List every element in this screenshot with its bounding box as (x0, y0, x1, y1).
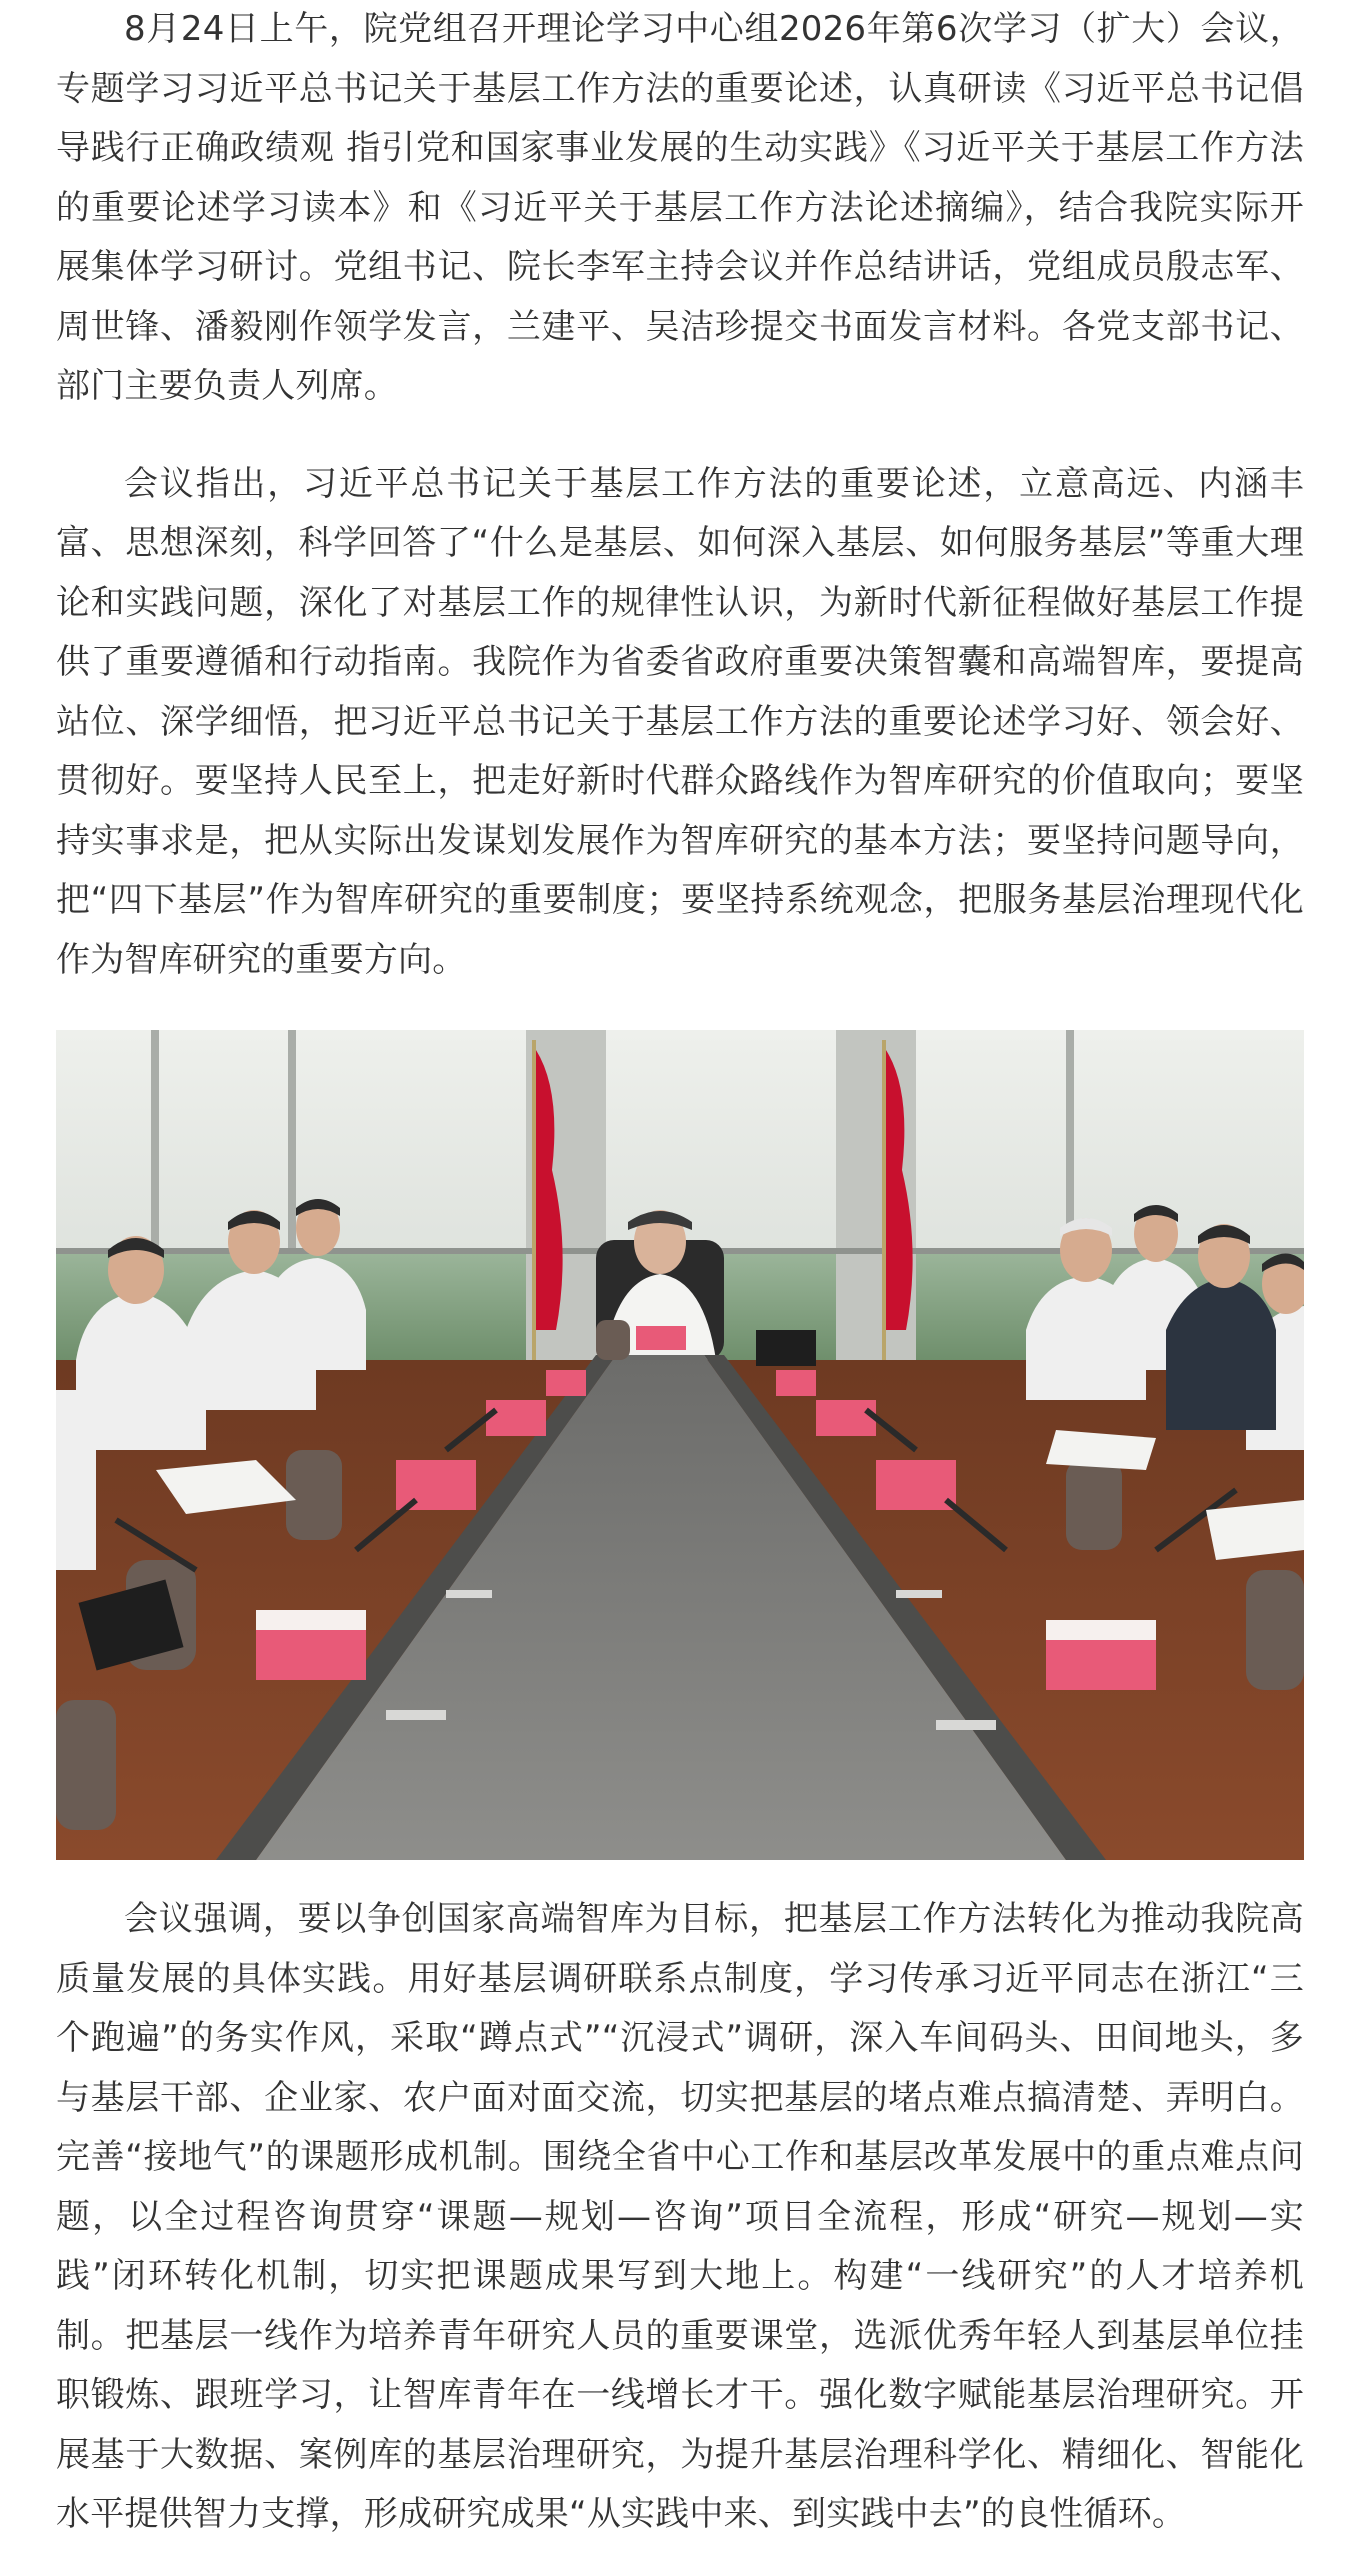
paragraph-3: 会议强调，要以争创国家高端智库为目标，把基层工作方法转化为推动我院高质量发展的具体实践。用好基层调研联系点制度，学习传承习近平同志在浙江“三个跑遍”的务实作风，采取“蹲点式”“沉浸式”调研，深入车间码头、田间地头，多与基层干部、企业家、农户面对面交流，切实把基层的堵点难点搞清楚、弄明白。完善“接地气”的课题形成机制。围绕全省中心工作和基层改革发展中的重点难点问题，以全过程咨询贯穿“课题—规划—咨询”项目全流程，形成“研究—规划—实践”闭环转化机制，切实把课题成果写到大地上。构建“一线研究”的人才培养机制。把基层一线作为培养青年研究人员的重要课堂，选派优秀年轻人到基层单位挂职锻炼、跟班学习，让智库青年在一线增长才干。强化数字赋能基层治理研究。开展基于大数据、案例库的基层治理研究，为提升基层治理科学化、精细化、智能化水平提供智力支撑，形成研究成果“从实践中来、到实践中去”的良性循环。 (56, 1899, 1304, 2534)
paragraph-2: 会议指出，习近平总书记关于基层工作方法的重要论述，立意高远、内涵丰富、思想深刻，科学回答了“什么是基层、如何深入基层、如何服务基层”等重大理论和实践问题，深化了对基层工作的规律性认识，为新时代新征程做好基层工作提供了重要遵循和行动指南。我院作为省委省政府重要决策智囊和高端智库，要提高站位、深学细悟，把习近平总书记关于基层工作方法的重要论述学习好、领会好、贯彻好。要坚持人民至上，把走好新时代群众路线作为智库研究的价值取向；要坚持实事求是，把从实际出发谋划发展作为智库研究的基本方法；要坚持问题导向，把“四下基层”作为智库研究的重要制度；要坚持系统观念，把服务基层治理现代化作为智库研究的重要方向。 (56, 463, 1304, 980)
meeting-photo (56, 1030, 1304, 1860)
paragraph-1: 8月24日上午，院党组召开理论学习中心组2026年第6次学习（扩大）会议，专题学习习近平总书记关于基层工作方法的重要论述，认真研读《习近平总书记倡导践行正确政绩观 指引党和国家事业发展的生动实践》《习近平关于基层工作方法的重要论述学习读本》和《习近平关于基层工作方法论述摘编》，结合我院实际开展集体学习研讨。党组书记、院长李军主持会议并作总结讲话，党组成员殷志军、周世锋、潘毅刚作领学发言，兰建平、吴洁珍提交书面发言材料。各党支部书记、部门主要负责人列席。 (56, 9, 1304, 406)
